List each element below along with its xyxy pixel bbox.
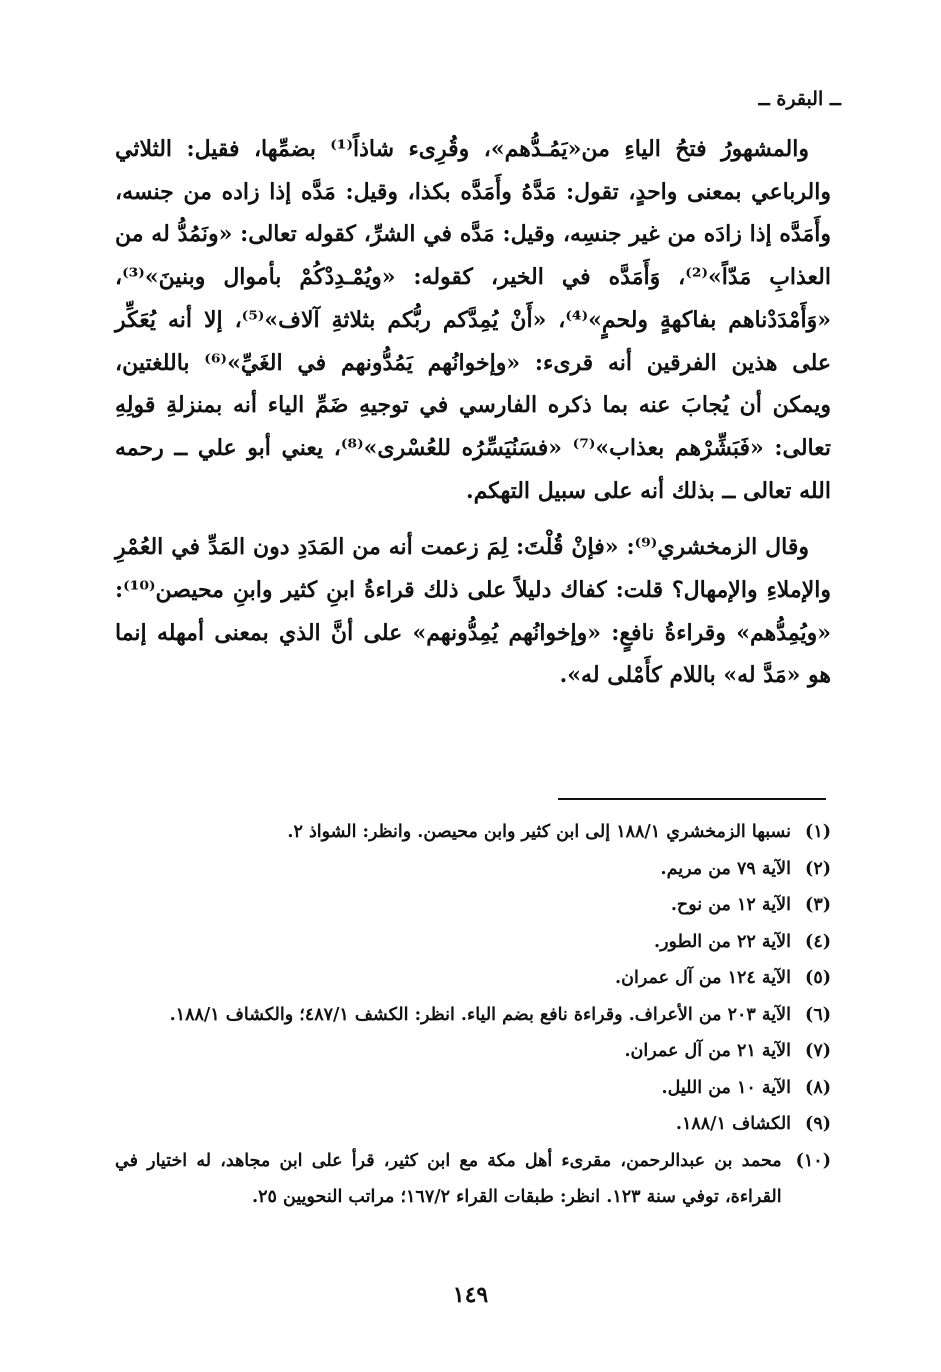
footnote-text: الآية ٧٩ من مريم. [660,858,792,879]
footnote-number: (٦) [805,1004,831,1025]
footnote-text: الآية ١٢ من نوح. [670,895,792,915]
footnote-text: الآية ٢١ من آل عمران. [624,1041,792,1061]
footnote-number: (١٠) [795,1150,831,1171]
footnote-separator [558,798,826,800]
footnote-number: (٢) [805,858,831,879]
footnote-number: (٤) [805,931,831,952]
footnote-number: (٧) [805,1041,831,1061]
footnote-item [115,851,831,888]
footnote-number: (٨) [805,1077,831,1098]
footnote-item [115,997,831,1034]
footnotes [115,814,831,1216]
footnote-item [115,1143,831,1216]
page-number: ١٤٩ [452,1282,489,1308]
footnote-text: الآية ١٢٤ من آل عمران. [615,968,792,988]
footnote-text: الآية ٢٢ من الطور. [654,931,792,952]
paragraph: والمشهورُ فتحُ الياءِ من«يَمُـدُّهم»، وقُرِىء شاذاً⁽¹⁾ بضمِّها، فقيل: الثلاثي والرباعي بمعنى واحدٍ، تقول: مَدَّهُ وأَمَدَّه بكذا، وقيل: مَدَّه إذا زاده من جنسه، وأَمَدَّه إذا زادَه من غير جنسِه، وقيل: مَدَّه في الشرِّ، كقوله تعالى: «ونَمُدُّ له من العذابِ مَدّاً»⁽²⁾، وَأَمَدَّه في الخير، كقوله: «ويُمْـدِدْكُمْ بأموال وبنينَ»⁽³⁾، «وَأَمْدَدْناهم بفاكهةٍ ولحمٍ»⁽⁴⁾، «أَنْ يُمِدَّكم ربُّكم بثلاثةِ آلاف»⁽⁵⁾، إلا أنه يُعَكِّر على هذين الفرقين أنه قرىء: «وإخوانُهم يَمُدُّونهم في الغَيِّ»⁽⁶⁾ باللغتين، ويمكن أن يُجابَ عنه بما ذكره الفارسي في توجيهِ ضَمِّ الياء أنه بمنزلةِ قولِهِ تعالى: «فَبَشِّرْهم بعذاب»⁽⁷⁾ «فسَنُيَسِّرُه للعُسْرى»⁽⁸⁾، يعني أبو علي ــ رحمه الله تعالى ــ بذلك أنه على سبيل التهكم. [115,136,831,504]
footnote-item [115,1070,831,1107]
footnote-number: (٩) [805,1114,831,1134]
footnote-item [115,924,831,961]
footnote-text: الآية ٢٠٣ من الأعراف. وقراءة نافع بضم الياء. انظر: الكشف ٤٨٧/١؛ والكشاف ١٨٨/١. [169,1004,792,1025]
running-header: ــ البقرة ــ [758,88,841,110]
footnote-text: الكشاف ١٨٨/١. [675,1114,792,1134]
main-text [115,128,831,697]
footnote-item [115,814,831,851]
footnote-number: (١) [805,822,831,842]
footnote-number: (٥) [805,968,831,988]
footnote-text: محمد بن عبدالرحمن، مقرىء أهل مكة مع ابن كثير، قرأ على ابن مجاهد، له اختيار في القراءة، توفي سنة ١٢٣. انظر: طبقات القراء ١٦٧/٢؛ مراتب النحويين ٢٥. [115,1150,782,1207]
paragraph: وقال الزمخشري⁽⁹⁾: «فإنْ قُلْتَ: لِمَ زعمت أنه من المَدَدِ دون المَدِّ في العُمْرِ والإملاءِ والإمهال؟ قلت: كفاك دليلاً على ذلك قراءةُ ابنِ كثير وابنِ محيصن⁽¹⁰⁾: «ويُمِدُّهم» وقراءةُ نافعٍ: «وإخوانُهم يُمِدُّونهم» على أنَّ الذي بمعنى أمهله إنما هو «مَدَّ له» باللام كأَمْلى له». [115,534,831,689]
footnote-item [115,960,831,997]
footnote-item [115,1033,831,1070]
footnote-number: (٣) [805,895,831,915]
footnote-text: نسبها الزمخشري ١٨٨/١ إلى ابن كثير وابن محيصن. وانظر: الشواذ ٢. [287,822,792,842]
footnote-item [115,887,831,924]
footnote-item [115,1106,831,1143]
footnote-text: الآية ١٠ من الليل. [661,1077,792,1098]
